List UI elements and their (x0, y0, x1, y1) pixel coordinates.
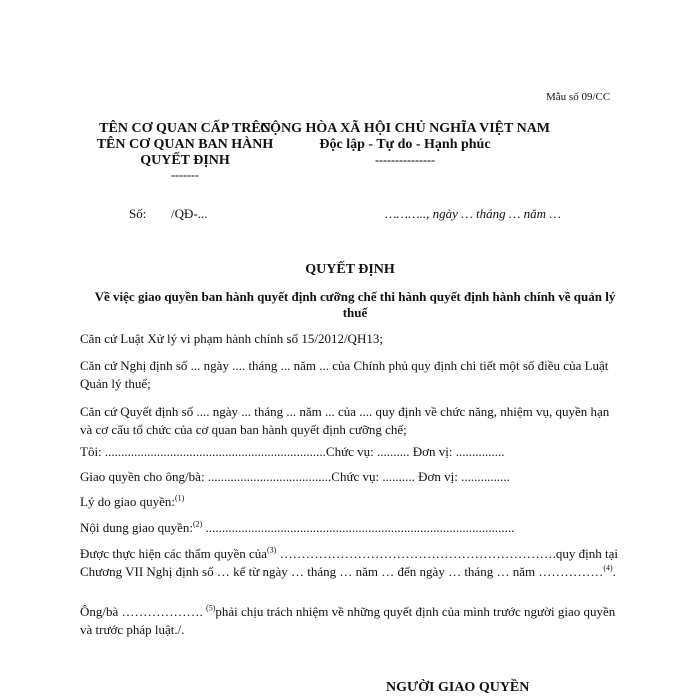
decision-number-suffix: /QĐ-... (171, 206, 208, 221)
decision-number-label: Số: (129, 206, 147, 221)
legal-basis-3: Căn cứ Quyết định số .... ngày ... tháng ... năm ... của .... quy định về chức năng, nhiệm vụ, quyền hạn và cơ cấu tổ chức của cơ quan ban hành quyết định cưỡng chế; (80, 404, 610, 437)
authority-paragraph (80, 545, 620, 581)
place-date-line: ……….., ngày … tháng … năm … (385, 206, 561, 221)
footnote-ref-2: (2) (193, 519, 203, 529)
authority-end: . (612, 564, 616, 579)
legal-basis-2: Căn cứ Nghị định số ... ngày .... tháng ... năm ... của Chính phủ quy định chi tiết một số điều của Luật Quản lý thuế; (80, 358, 609, 391)
footnote-ref-4: (4) (603, 563, 613, 573)
form-code: Mẫu số 09/CC (546, 91, 611, 103)
agency-parent-name: TÊN CƠ QUAN CẤP TRÊN (99, 121, 271, 136)
national-divider: --------------- (375, 153, 435, 167)
decision-number (129, 206, 207, 222)
signer-title: NGƯỜI GIAO QUYỀN (386, 680, 530, 695)
responsibility-body: phải chịu trách nhiệm về những quyết định của mình trước người giao quyền và trước pháp luật./. (80, 604, 616, 637)
footnote-ref-5: (5) (206, 603, 216, 613)
footnote-ref-3: (3) (267, 545, 277, 555)
grantee-line: Giao quyền cho ông/bà: ......................................Chức vụ: .......... Đơn vị: ............... (80, 469, 510, 484)
document-subtitle: Về việc giao quyền ban hành quyết định cưỡng chế thi hành quyết định hành chính về quản lý thuế (94, 289, 616, 320)
footnote-ref-1: (1) (174, 493, 185, 503)
national-header (260, 121, 550, 167)
reason-label: Lý do giao quyền: (80, 494, 175, 509)
reason-line (80, 493, 620, 511)
content-blank: ............................................................................................... (202, 520, 515, 535)
content-label: Nội dung giao quyền: (80, 520, 194, 535)
national-motto: Độc lập - Tự do - Hạnh phúc (319, 137, 491, 152)
authority-label: Được thực hiện các thẩm quyền của (80, 546, 268, 561)
content-line (80, 519, 620, 537)
responsibility-paragraph (80, 603, 620, 639)
document-title: QUYẾT ĐỊNH (305, 262, 395, 277)
grantor-line: Tôi: ....................................................................Chức vụ: .......... Đơn vị: ............... (80, 444, 505, 459)
agency-issuing-name: TÊN CƠ QUAN BAN HÀNH (96, 137, 274, 152)
legal-basis-1: Căn cứ Luật Xử lý vi phạm hành chính số 15/2012/QH13; (80, 331, 383, 346)
agency-issuing-name-cont: QUYẾT ĐỊNH (140, 153, 230, 168)
agency-divider: ------- (171, 168, 199, 182)
agency-header (80, 121, 290, 181)
responsibility-lead: Ông/bà ………………. (80, 604, 207, 619)
authority-body: ……………………………………………………….quy định tại Chương VII Nghị định số … kể từ ngày … tháng … năm … đến ngày … tháng … năm …………… (80, 546, 618, 579)
national-title: CỘNG HÒA XÃ HỘI CHỦ NGHĨA VIỆT NAM (260, 121, 551, 136)
